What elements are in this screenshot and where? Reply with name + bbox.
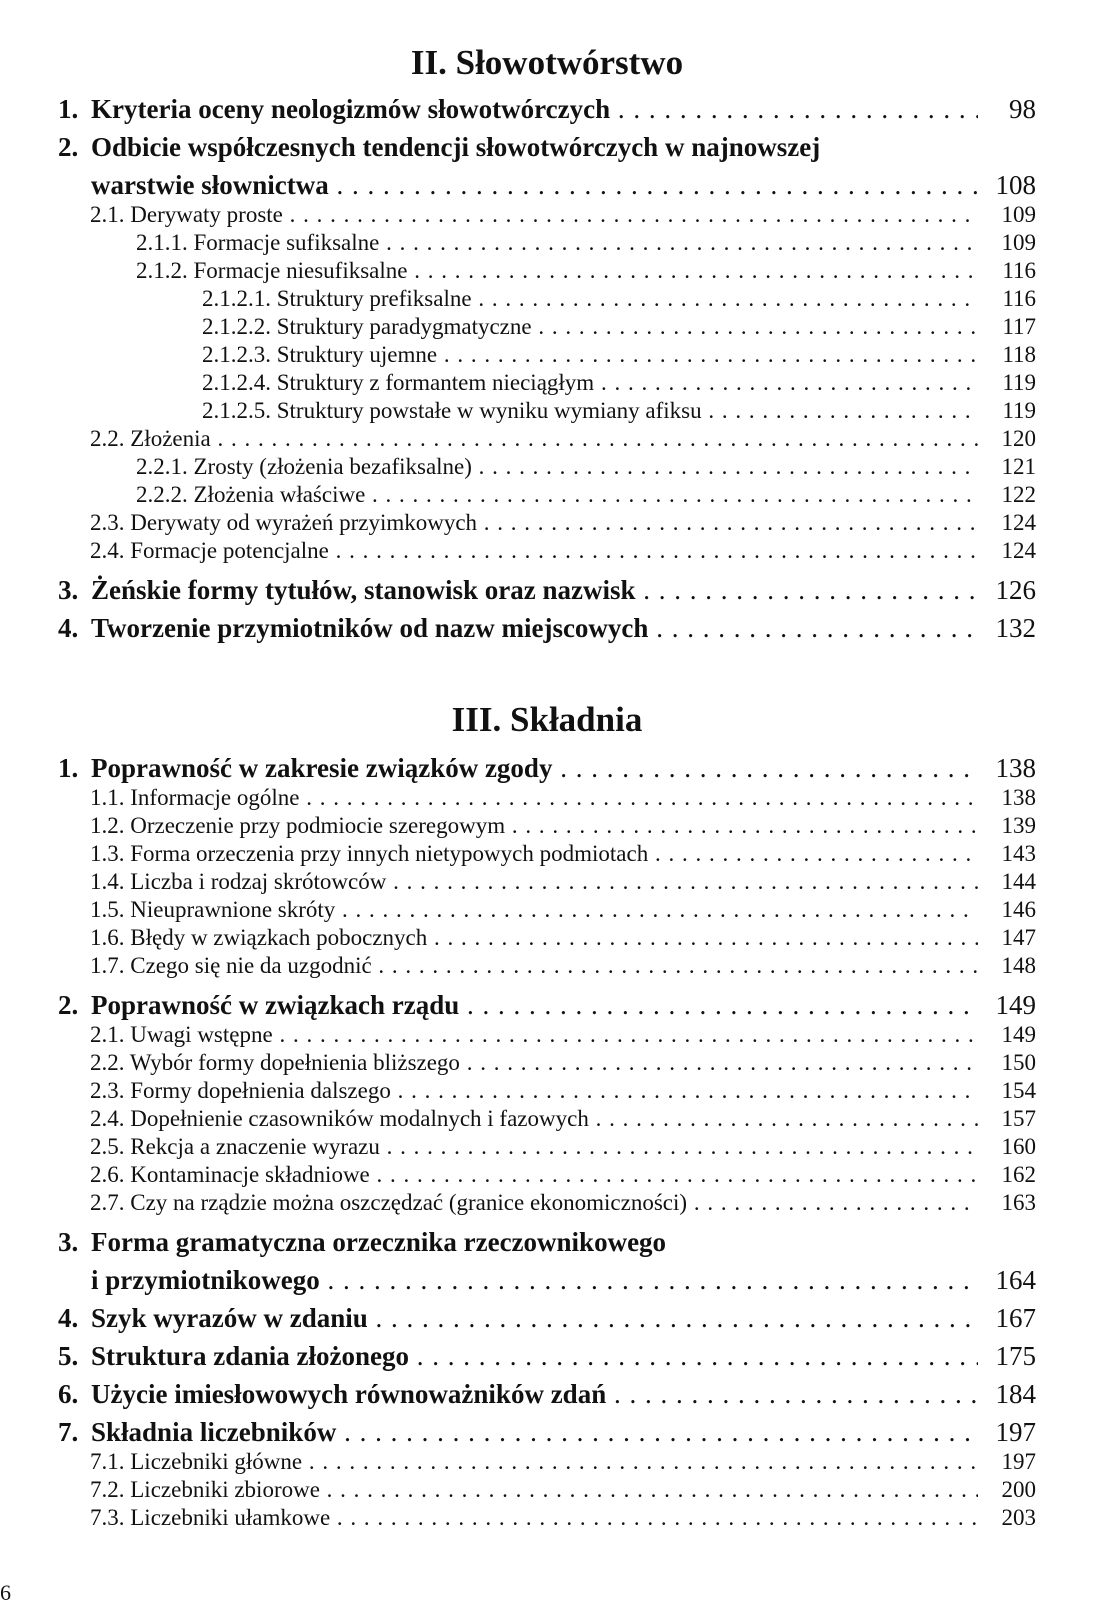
toc-entry: [58, 369, 1036, 397]
toc-entry-page: 143: [1001, 841, 1036, 866]
toc-entry-title: [58, 986, 978, 1024]
section-title: II. Słowotwórstwo: [410, 43, 684, 82]
toc-entry-text: 1.5. Nieuprawnione skróty: [90, 897, 336, 922]
toc-entry-page: 149: [995, 990, 1036, 1020]
toc-entry-page: 124: [1001, 510, 1036, 535]
toc-entry-number: 3.: [58, 575, 79, 605]
toc-entry: [58, 285, 1036, 313]
toc-entry-title: [58, 1337, 978, 1375]
toc-entry: [58, 257, 1036, 285]
toc-entry-number: 1.: [58, 753, 79, 783]
toc-entry-title: [90, 1133, 978, 1161]
section-title: III. Składnia: [451, 700, 643, 739]
toc-entry-text: 2.4. Formacje potencjalne: [90, 538, 329, 563]
toc-entry-text: 2.1.2.4. Struktury z formantem nieciągłym: [202, 370, 595, 395]
toc-entry-page: 119: [1002, 398, 1036, 423]
toc-entry-number: 4.: [58, 613, 79, 643]
toc-entry-text: 2.2. Wybór formy dopełnienia bliższego: [90, 1050, 460, 1075]
toc-entry-title: [90, 1189, 978, 1217]
toc-entry: [58, 1077, 1036, 1105]
toc-entry: [58, 784, 1036, 812]
toc-entry: [58, 571, 1036, 609]
toc-entry-title: warstwie słownictwa . . .: [91, 166, 978, 204]
toc-entry-page: 167: [995, 1303, 1036, 1333]
toc-entry-page: 126: [995, 575, 1036, 605]
toc-entry-title: [90, 896, 978, 924]
toc-entry-page: 138: [1001, 785, 1036, 810]
toc-entry-text: Poprawność w związkach rządu: [91, 990, 460, 1020]
toc-entry: [58, 986, 1036, 1024]
toc-entry-text: 2.1.2.3. Struktury ujemne: [202, 342, 438, 367]
toc-entry-title: [136, 453, 978, 481]
toc-entry-page: 160: [1001, 1134, 1036, 1159]
toc-entry-text: 7.1. Liczebniki główne: [90, 1449, 303, 1474]
toc-entry: [58, 812, 1036, 840]
toc-entry-text: Żeńskie formy tytułów, stanowisk oraz nazwisk: [91, 575, 636, 605]
toc-entry-page: 203: [1001, 1505, 1036, 1530]
toc-entry-title: [136, 481, 978, 509]
toc-entry-title: [90, 952, 978, 980]
toc-entry-text: 2.4. Dopełnienie czasowników modalnych i fazowych: [90, 1106, 589, 1131]
toc-entry-text: 2.1.2.1. Struktury prefiksalne: [202, 286, 472, 311]
toc-entry-page: 109: [1001, 202, 1036, 227]
toc-entry: [58, 509, 1036, 537]
toc-entry: [58, 201, 1036, 229]
toc-entry-title: [90, 201, 978, 229]
toc-entry-page: 132: [995, 613, 1036, 643]
toc-entry-title: [90, 924, 978, 952]
toc-entry-title: [58, 1299, 978, 1337]
toc-entry-title: i przymiotnikowego . . .: [91, 1261, 978, 1299]
toc-entry-title: [58, 609, 978, 647]
toc-entry-number: 3.: [58, 1227, 79, 1257]
toc-entry-page: 122: [1001, 482, 1036, 507]
toc-entry: [58, 1448, 1036, 1476]
toc-entry-title: [58, 749, 978, 787]
toc-entry-number: 1.: [58, 94, 79, 124]
toc-entry-page: 146: [1001, 897, 1036, 922]
toc-entry-title: [90, 425, 978, 453]
toc-entry-page: 157: [1001, 1106, 1036, 1131]
toc-entry-title: [90, 1105, 978, 1133]
toc-entry-text: 2.2. Złożenia: [90, 426, 211, 451]
toc-entry-title: Forma gramatyczna orzecznika rzeczownikowego: [91, 1227, 667, 1257]
toc-entry: [58, 1299, 1036, 1337]
toc-entry-text: 2.3. Derywaty od wyrażeń przyimkowych: [90, 510, 478, 535]
toc-entry: [58, 840, 1036, 868]
toc-entry-text: 2.1. Derywaty proste: [90, 202, 283, 227]
toc-entry-title: [58, 1413, 978, 1451]
toc-entry: [58, 868, 1036, 896]
toc-list: [58, 749, 1036, 1532]
toc-entry-text: 2.1.2.2. Struktury paradygmatyczne: [202, 314, 532, 339]
toc-entry: [58, 425, 1036, 453]
toc-entry: [58, 1021, 1036, 1049]
toc-entry: [58, 1049, 1036, 1077]
toc-entry: [58, 537, 1036, 565]
toc-entry-text: 2.6. Kontaminacje składniowe: [90, 1162, 370, 1187]
toc-entry-page: 117: [1002, 314, 1036, 339]
toc-entry-title: [58, 90, 978, 128]
toc-entry-page: 148: [1001, 953, 1036, 978]
toc-entry-text: 2.1.2.5. Struktury powstałe w wyniku wymiany afiksu: [202, 398, 702, 423]
toc-entry-page: 147: [1001, 925, 1036, 950]
toc-entry: [58, 1161, 1036, 1189]
toc-entry-text: Struktura zdania złożonego: [91, 1341, 410, 1371]
toc-entry-number: 2.: [58, 132, 79, 162]
toc-entry-text: 1.1. Informacje ogólne: [90, 785, 300, 810]
toc-entry-title: [90, 1077, 978, 1105]
toc-entry: [58, 229, 1036, 257]
toc-entry-page: 162: [1001, 1162, 1036, 1187]
toc-entry-text: 2.3. Formy dopełnienia dalszego: [90, 1078, 391, 1103]
page-number-fragment: 6: [0, 1580, 11, 1605]
toc-entry-page: 98: [1009, 94, 1036, 124]
toc-list: [58, 90, 1036, 647]
toc-entry-title: [90, 1161, 978, 1189]
toc-entry: [58, 341, 1036, 369]
toc-entry: [58, 1337, 1036, 1375]
toc-entry: [58, 896, 1036, 924]
toc-entry-text: Kryteria oceny neologizmów słowotwórczych: [91, 94, 611, 124]
toc-entry-title: [58, 1375, 978, 1413]
toc-entry: [58, 313, 1036, 341]
toc-entry-title: [90, 1476, 978, 1504]
toc-entry-page: 118: [1002, 342, 1036, 367]
toc-entry-title: [90, 812, 978, 840]
toc-entry-page: 150: [1001, 1050, 1036, 1075]
toc-entry-title: Odbicie współczesnych tendencji słowotwórczych w najnowszej: [91, 132, 821, 162]
toc-entry-number: 5.: [58, 1341, 79, 1371]
toc-entry-text: 7.2. Liczebniki zbiorowe: [90, 1477, 320, 1502]
toc-entry-number: 4.: [58, 1303, 79, 1333]
toc-entry-page: 139: [1001, 813, 1036, 838]
toc-entry-page: 163: [1001, 1190, 1036, 1215]
toc-entry: [58, 749, 1036, 787]
toc-entry: [58, 1133, 1036, 1161]
toc-entry-page: 184: [995, 1379, 1036, 1409]
toc-entry: [58, 453, 1036, 481]
toc-entry-text: Szyk wyrazów w zdaniu: [91, 1303, 368, 1333]
toc-entry: [58, 1504, 1036, 1532]
toc-entry: [58, 1223, 1036, 1299]
toc-entry: [58, 481, 1036, 509]
toc-entry-title: [90, 509, 978, 537]
toc-entry-title: [90, 784, 978, 812]
toc-entry: [58, 1105, 1036, 1133]
toc-entry: [58, 952, 1036, 980]
toc-entry-title: [136, 229, 978, 257]
toc-entry-text: 2.5. Rekcja a znaczenie wyrazu: [90, 1134, 380, 1159]
toc-entry-title: [90, 868, 978, 896]
toc-entry: [58, 1413, 1036, 1451]
toc-entry-text: 2.1. Uwagi wstępne: [90, 1022, 273, 1047]
toc-entry-title-line1: [58, 1223, 1036, 1261]
toc-entry: [58, 90, 1036, 128]
toc-entry-page: 197: [1001, 1449, 1036, 1474]
toc-entry-title: [202, 341, 978, 369]
toc-entry-page: 200: [1001, 1477, 1036, 1502]
toc-entry: [58, 609, 1036, 647]
toc-entry-text: 2.1.2. Formacje niesufiksalne: [136, 258, 408, 283]
toc-entry-page: 149: [1001, 1022, 1036, 1047]
toc-entry-text: 1.7. Czego się nie da uzgodnić: [90, 953, 372, 978]
toc-entry-page: 197: [995, 1417, 1036, 1447]
toc-entry-title: [202, 397, 978, 425]
toc-entry-title: [90, 537, 978, 565]
toc-entry-title: [90, 1504, 978, 1532]
toc-entry-page: 175: [995, 1341, 1036, 1371]
toc-entry-title: [136, 257, 978, 285]
toc-entry-text: 2.2.2. Złożenia właściwe: [136, 482, 366, 507]
toc-entry-text: 2.7. Czy na rządzie można oszczędzać (granice ekonomiczności): [90, 1190, 688, 1215]
toc-entry: [58, 397, 1036, 425]
toc-entry-page: 108: [995, 170, 1036, 200]
toc-entry-page: 164: [995, 1265, 1036, 1295]
toc-entry-title: [90, 1049, 978, 1077]
toc-entry-page: 124: [1001, 538, 1036, 563]
toc-entry-title: [202, 313, 978, 341]
toc-entry-page: 144: [1001, 869, 1036, 894]
toc-entry: [58, 128, 1036, 204]
toc-entry-text: 1.4. Liczba i rodzaj skrótowców: [90, 869, 387, 894]
toc-entry: [58, 1476, 1036, 1504]
toc-entry-text: 1.3. Forma orzeczenia przy innych nietypowych podmiotach: [90, 841, 649, 866]
toc-entry-text: Użycie imiesłowowych równoważników zdań: [91, 1379, 607, 1409]
toc-entry-title: [90, 1448, 978, 1476]
toc-entry-page: 119: [1002, 370, 1036, 395]
toc-entry-title: [58, 571, 978, 609]
toc-entry-title: [202, 285, 978, 313]
toc-entry-number: 2.: [58, 990, 79, 1020]
toc-entry-number: 6.: [58, 1379, 79, 1409]
toc-entry-page: 109: [1001, 230, 1036, 255]
toc-entry-title-line1: [58, 128, 1036, 166]
toc-entry-page: 121: [1001, 454, 1036, 479]
toc-entry-text: 1.2. Orzeczenie przy podmiocie szeregowym: [90, 813, 506, 838]
toc-entry-text: 1.6. Błędy w związkach pobocznych: [90, 925, 428, 950]
table-of-contents: [58, 0, 1036, 1532]
toc-entry-page: 116: [1002, 286, 1036, 311]
toc-entry-title: [90, 1021, 978, 1049]
toc-entry-text: 7.3. Liczebniki ułamkowe: [90, 1505, 331, 1530]
toc-entry: [58, 1189, 1036, 1217]
toc-entry-text: Tworzenie przymiotników od nazw miejscowych: [91, 613, 649, 643]
toc-entry-number: 7.: [58, 1417, 79, 1447]
toc-entry-text: Składnia liczebników: [91, 1417, 337, 1447]
toc-entry-text: 2.1.1. Formacje sufiksalne: [136, 230, 380, 255]
toc-entry-title: [90, 840, 978, 868]
toc-entry-title: [202, 369, 978, 397]
toc-entry-text: 2.2.1. Zrosty (złożenia bezafiksalne): [136, 454, 472, 479]
toc-entry: [58, 1375, 1036, 1413]
toc-entry-page: 138: [995, 753, 1036, 783]
toc-entry-text: Poprawność w zakresie związków zgody: [91, 753, 553, 783]
toc-entry: [58, 924, 1036, 952]
toc-entry-page: 120: [1001, 426, 1036, 451]
toc-entry-page: 116: [1002, 258, 1036, 283]
toc-entry-page: 154: [1001, 1078, 1036, 1103]
